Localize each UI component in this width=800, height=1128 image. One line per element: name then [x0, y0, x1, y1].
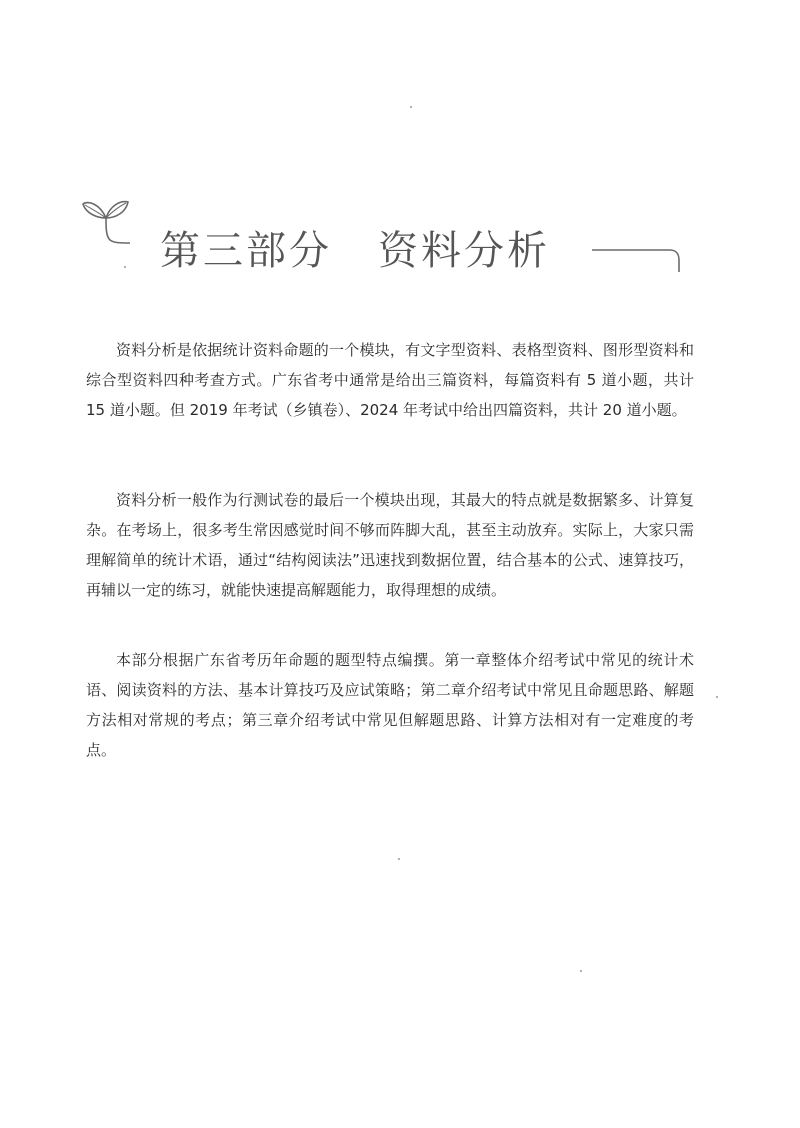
intro-paragraph-2: 资料分析一般作为行测试卷的最后一个模块出现，其最大的特点就是数据繁多、计算复杂。在考场上，很多考生常因感觉时间不够而阵脚大乱，甚至主动放弃。实际上，大家只需理解简单的统计术语，通过“结构阅读法”迅速找到数据位置，结合基本的公式、速算技巧，再辅以一定的练习，就能快速提高解题能力，取得理想的成绩。: [86, 491, 694, 599]
scan-speck: [716, 696, 718, 698]
scan-speck: [398, 858, 400, 860]
part-heading: [160, 219, 550, 275]
scan-speck: [124, 266, 126, 268]
part-number: 第三部分: [160, 227, 332, 274]
scan-speck: [410, 106, 412, 108]
sprout-icon: [80, 192, 132, 252]
scan-speck: [580, 970, 582, 972]
heading-rule-ornament: [590, 236, 686, 276]
part-title: 资料分析: [378, 227, 550, 274]
intro-paragraph-3: 本部分根据广东省考历年命题的题型特点编撰。第一章整体介绍考试中常见的统计术语、阅读资料的方法、基本计算技巧及应试策略；第二章介绍考试中常见且命题思路、解题方法相对常规的考点；第三章介绍考试中常见但解题思路、计算方法相对有一定难度的考点。: [86, 651, 694, 759]
intro-paragraph-1: 资料分析是依据统计资料命题的一个模块，有文字型资料、表格型资料、图形型资料和综合型资料四种考查方式。广东省考中通常是给出三篇资料，每篇资料有 5 道小题，共计 15 道小题。但 2019 年考试（乡镇卷）、2024 年考试中给出四篇资料，共计 20 道小题。: [86, 341, 694, 419]
